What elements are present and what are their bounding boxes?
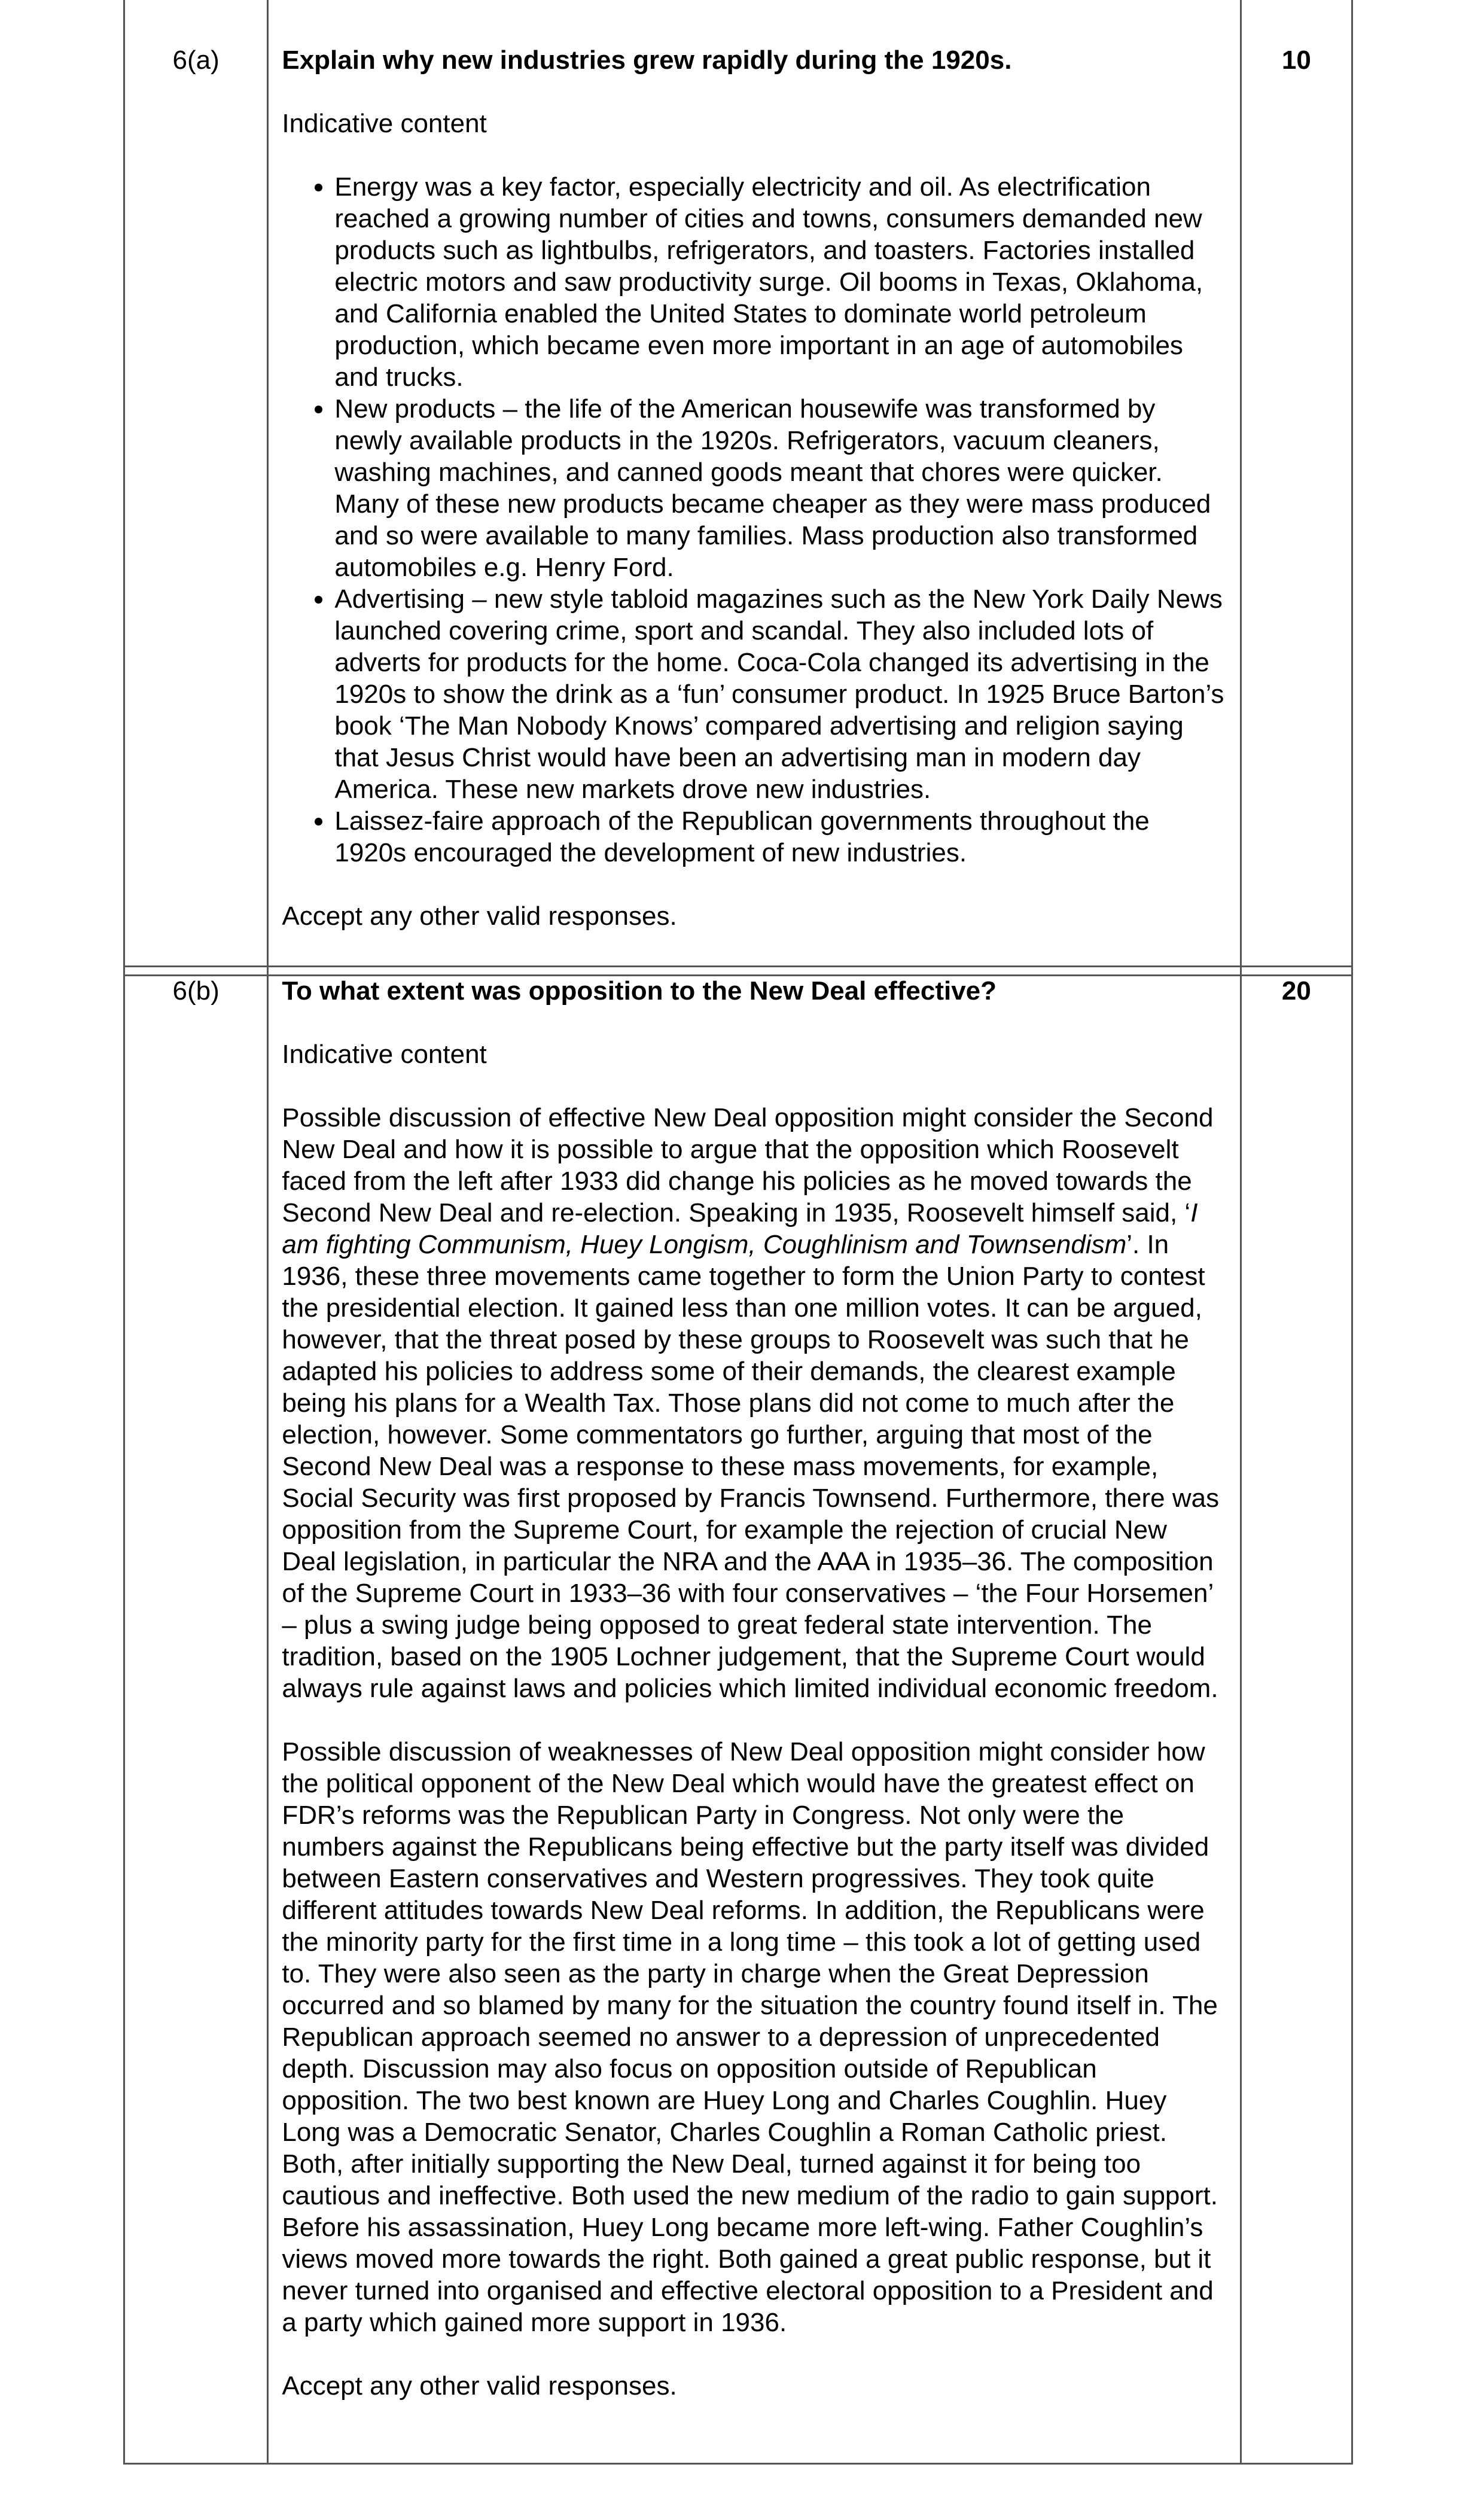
question-row-6a <box>124 0 1352 967</box>
roosevelt-quote: I am fighting Communism, Huey Longism, Coughlinism and Townsendism <box>282 1198 1198 1259</box>
question-number: 6(a) <box>124 0 268 967</box>
mark-scheme-table <box>123 0 1353 976</box>
list-item: • Laissez-faire approach of the Republican governments throughout the 1920s encouraged the development of new industries. <box>334 805 1227 869</box>
accept-note: Accept any other valid responses. <box>282 901 677 931</box>
accept-note: Accept any other valid responses. <box>282 2371 677 2401</box>
indicative-content-label: Indicative content <box>282 1040 487 1069</box>
answer-content <box>268 0 1241 967</box>
list-item: • Advertising – new style tabloid magazines such as the New York Daily News launched covering crime, sport and scandal. They also included lots of adverts for products for the home. Coca-Cola changed its advertising in the 1920s to show the drink as a ‘fun’ consumer product. In 1925 Bruce Barton’s book ‘The Man Nobody Knows’ compared advertising and religion saying that Jesus Christ would have been an advertising man in modern day America. These new markets drove new industries. <box>334 583 1227 805</box>
question-text: To what extent was opposition to the New Deal effective? <box>282 976 997 1006</box>
question-number: 6(b) <box>124 957 268 2463</box>
question-marks: 10 <box>1241 0 1352 967</box>
question-marks: 20 <box>1241 957 1352 2463</box>
mark-scheme-table-b <box>123 957 1353 2465</box>
paragraph-text: Possible discussion of effective New Deal opposition might consider the Second New Deal and how it is possible to argue that the opposition which Roosevelt faced from the left after 1933 did change his policies as he moved towards the Second New Deal and re-election. Speaking in 1935, Roosevelt himself said, ‘ <box>282 1103 1214 1227</box>
list-item: • New products – the life of the American housewife was transformed by newly available products in the 1920s. Refrigerators, vacuum cleaners, washing machines, and canned goods meant that chores were quicker. Many of these new products became cheaper as they were mass produced and so were available to many families. Mass production also transformed automobiles e.g. Henry Ford. <box>334 393 1227 583</box>
question-text: Explain why new industries grew rapidly during the 1920s. <box>282 45 1012 75</box>
weaknesses-opposition-paragraph: Possible discussion of weaknesses of New Deal opposition might consider how the political opponent of the New Deal which would have the greatest effect on FDR’s reforms was the Republican Party in Congress. Not only were the numbers against the Republicans being effective but the party itself was divided between Eastern conservatives and Western progressives. They took quite different attitudes towards New Deal reforms. In addition, the Republicans were the minority party for the first time in a long time – this took a lot of getting used to. They were also seen as the party in charge when the Great Depression occurred and so blamed by many for the situation the country found itself in. The Republican approach seemed no answer to a depression of unprecedented depth. Discussion may also focus on opposition outside of Republican opposition. The two best known are Huey Long and Charles Coughlin. Huey Long was a Democratic Senator, Charles Coughlin a Roman Catholic priest. Both, after initially supporting the New Deal, turned against it for being too cautious and ineffective. Both used the new medium of the radio to gain support. Before his assassination, Huey Long became more left-wing. Father Coughlin’s views moved more towards the right. Both gained a great public response, but it never turned into organised and effective electoral opposition to a President and a party which gained more support in 1936. <box>282 1737 1218 2337</box>
effective-opposition-paragraph <box>282 1102 1227 1704</box>
paragraph-text: ’. In 1936, these three movements came together to form the Union Party to contest the presidential election. It gained less than one million votes. It can be argued, however, that the threat posed by these groups to Roosevelt was such that he adapted his policies to address some of their demands, the clearest example being his plans for a Wealth Tax. Those plans did not come to much after the election, however. Some commentators go further, arguing that most of the Second New Deal was a response to these mass movements, for example, Social Security was first proposed by Francis Townsend. Furthermore, there was opposition from the Supreme Court, for example the rejection of crucial New Deal legislation, in particular the NRA and the AAA in 1935–36. The composition of the Supreme Court in 1933–36 with four conservatives – ‘the Four Horsemen’ – plus a swing judge being opposed to great federal state intervention. The tradition, based on the 1905 Lochner judgement, that the Supreme Court would always rule against laws and policies which limited individual economic freedom. <box>282 1230 1220 1703</box>
question-row-6b <box>124 957 1352 2463</box>
answer-content <box>268 957 1241 2463</box>
list-item: • Energy was a key factor, especially electricity and oil. As electrification reached a growing number of cities and towns, consumers demanded new products such as lightbulbs, refrigerators, and toasters. Factories installed electric motors and saw productivity surge. Oil booms in Texas, Oklahoma, and California enabled the United States to dominate world petroleum production, which became even more important in an age of automobiles and trucks. <box>334 171 1227 393</box>
indicative-content-label: Indicative content <box>282 109 487 138</box>
indicative-points-list <box>282 171 1227 869</box>
